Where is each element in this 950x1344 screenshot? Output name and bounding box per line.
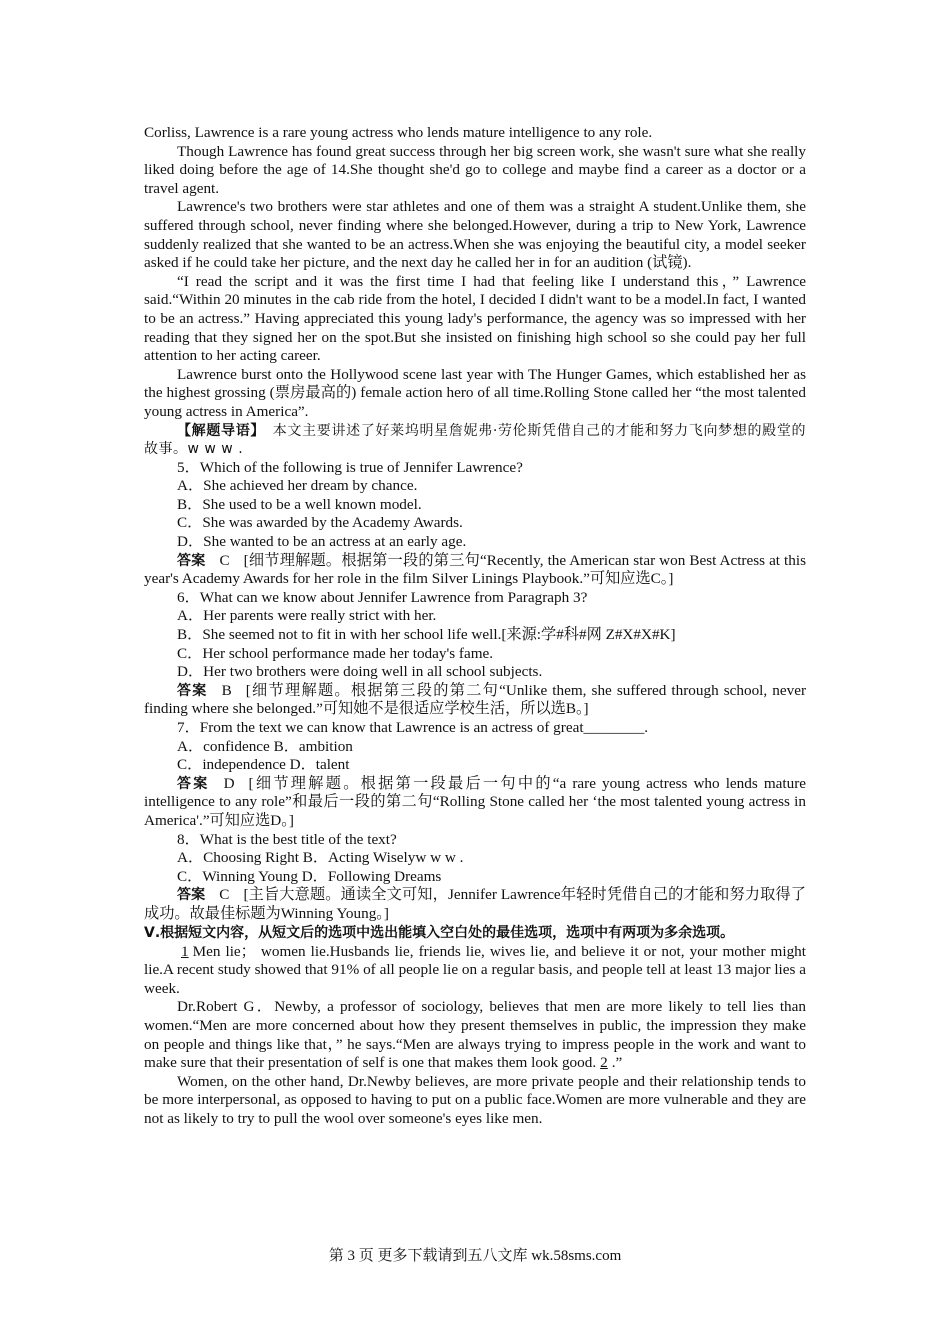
answer-paragraph (144, 552, 806, 589)
question-option: D．She wanted to be an actress at an early age. (177, 533, 467, 551)
answer-letter: C (219, 886, 230, 904)
cloze-paragraph-2-text: Dr.Robert G．Newby, a professor of sociology, believes that men are more likely to tell lies than women.“Men are more concerned about how they present themselves in public, the impression they make on people and things like that，” he says.“Men are always trying to impress people in the work and want to make sure that their presentation of self is one that makes them look good. (144, 998, 806, 1072)
page-footer: 第 3 页 更多下载请到五八文库 wk.58sms.com (328, 1248, 622, 1264)
passage-paragraph-3: “I read the script and it was the first time I had that feeling like I understand this，” Lawrence said.“Within 20 minutes in the cab ride from the hotel, I decided I didn't want to be a model.In fact, I wanted to be an actress.” Having appreciated this young lady's performance, the agency was so impressed with her reading that they signed her on the spot.But she insisted on finishing high school so she could pay her full attention to her acting career. (144, 272, 806, 365)
answer-label: 答案 (177, 552, 206, 569)
question-stem: 8．What is the best title of the text? (177, 830, 397, 848)
question-option: A．confidence B．ambition (177, 737, 353, 755)
answer-label: 答案 (177, 682, 208, 699)
section-heading: Ⅴ.根据短文内容，从短文后的选项中选出能填入空白处的最佳选项，选项中有两项为多余选项。 (144, 924, 735, 941)
question-option: B．She used to be a well known model. (177, 495, 422, 513)
passage-paragraph-2: Lawrence's two brothers were star athletes and one of them was a straight A student.Unlike them, she suffered through school, never finding where she belonged.However, during a trip to New York, Lawrence suddenly realized that she wanted to be an actress.When she was enjoying the beautiful city, a model seeker asked if he could take her picture, and the next day he called her in for an audition (试镜). (144, 198, 806, 272)
answer-explanation: [细节理解题。根据第一段的第三句“Recently, the American star won Best Actress at this year's Academy Awards for her role in the film Silver Linings Playbook.”可知应选C。] (144, 551, 806, 588)
passage-paragraph-0: Corliss, Lawrence is a rare young actress who lends mature intelligence to any role. (144, 124, 653, 141)
cloze-paragraph-2-end: .” (611, 1054, 623, 1072)
document-page (144, 124, 806, 1128)
guide-text: 本文主要讲述了好莱坞明星詹妮弗·劳伦斯凭借自己的才能和努力飞向梦想的殿堂的故事。w w w . (144, 422, 807, 458)
question-option: C．Her school performance made her today's fame. (177, 644, 494, 662)
question-option: B．She seemed not to fit in with her school life well.[来源:学#科#网 Z#X#X#K] (177, 626, 676, 644)
passage-paragraph-1: Though Lawrence has found great success through her big screen work, she wasn't sure what she really liked doing before the age of 14.She thought she'd go to college and maybe find a career as a doctor or a travel agent. (144, 142, 806, 197)
answer-letter: D (223, 774, 235, 792)
question-stem: 6．What can we know about Jennifer Lawrence from Paragraph 3? (177, 588, 588, 606)
question-stem: 5．Which of the following is true of Jennifer Lawrence? (177, 458, 523, 476)
answer-letter: B (221, 681, 232, 699)
question-option: C．She was awarded by the Academy Awards. (177, 514, 463, 532)
blank-1: 1 (181, 942, 189, 960)
question-option: C．Winning Young D．Following Dreams (177, 867, 442, 885)
question-stem: 7．From the text we can know that Lawrence is an actress of great________. (177, 719, 649, 736)
answer-explanation: [主旨大意题。通读全文可知，Jennifer Lawrence年轻时凭借自己的才能和努力取得了成功。故最佳标题为Winning Young。] (144, 886, 806, 922)
cloze-paragraph-3: Women, on the other hand, Dr.Newby believes, are more private people and their relationship tends to be more interpersonal, as opposed to having to put on a public face.Women are more vulnerable and they are not as likely to try to pull the wool over someone's eyes like men. (144, 1072, 806, 1127)
answer-label: 答案 (177, 775, 210, 792)
cloze-paragraph-2 (144, 998, 806, 1072)
answer-explanation: [细节理解题。根据第三段的第二句“Unlike them, she suffered through school, never finding where she belonged.”可知她不是很适应学校生活，所以选B。] (144, 681, 807, 718)
blank-2: 2 (600, 1054, 608, 1072)
answer-letter: C (219, 551, 230, 569)
cloze-paragraph-1 (144, 943, 806, 999)
question-option: A．Her parents were really strict with her. (177, 607, 437, 625)
guide-label: 【解题导语】 (177, 422, 259, 439)
answer-paragraph (144, 886, 806, 923)
question-option: A．She achieved her dream by chance. (177, 477, 418, 495)
question-option: A．Choosing Right B．Acting Wiselyw w w . (177, 849, 464, 867)
answer-paragraph (144, 682, 806, 719)
passage-paragraph-4: Lawrence burst onto the Hollywood scene last year with The Hunger Games, which established her as the highest grossing (票房最高的) female action hero of all time.Rolling Stone called her “the most talented young actress in America”. (144, 365, 806, 420)
answer-label: 答案 (177, 887, 206, 904)
answer-paragraph (144, 775, 806, 831)
guide-paragraph (144, 422, 806, 459)
question-option: C．independence D．talent (177, 756, 350, 774)
answer-explanation: [细节理解题。根据第一段最后一句中的“a rare young actress who lends mature intelligence to any role”和最后一段的第二句“Rolling Stone called her ‘the most talented young actress in America'.”可知应选D。] (144, 774, 806, 829)
question-option: D．Her two brothers were doing well in all school subjects. (177, 663, 543, 681)
cloze-paragraph-1-text: Men lie； women lie.Husbands lie, friends lie, wives lie, and believe it or not, your mother might lie.A recent study showed that 91% of all people lie on a regular basis, and people tell at least 13 major lies a week. (144, 942, 806, 997)
